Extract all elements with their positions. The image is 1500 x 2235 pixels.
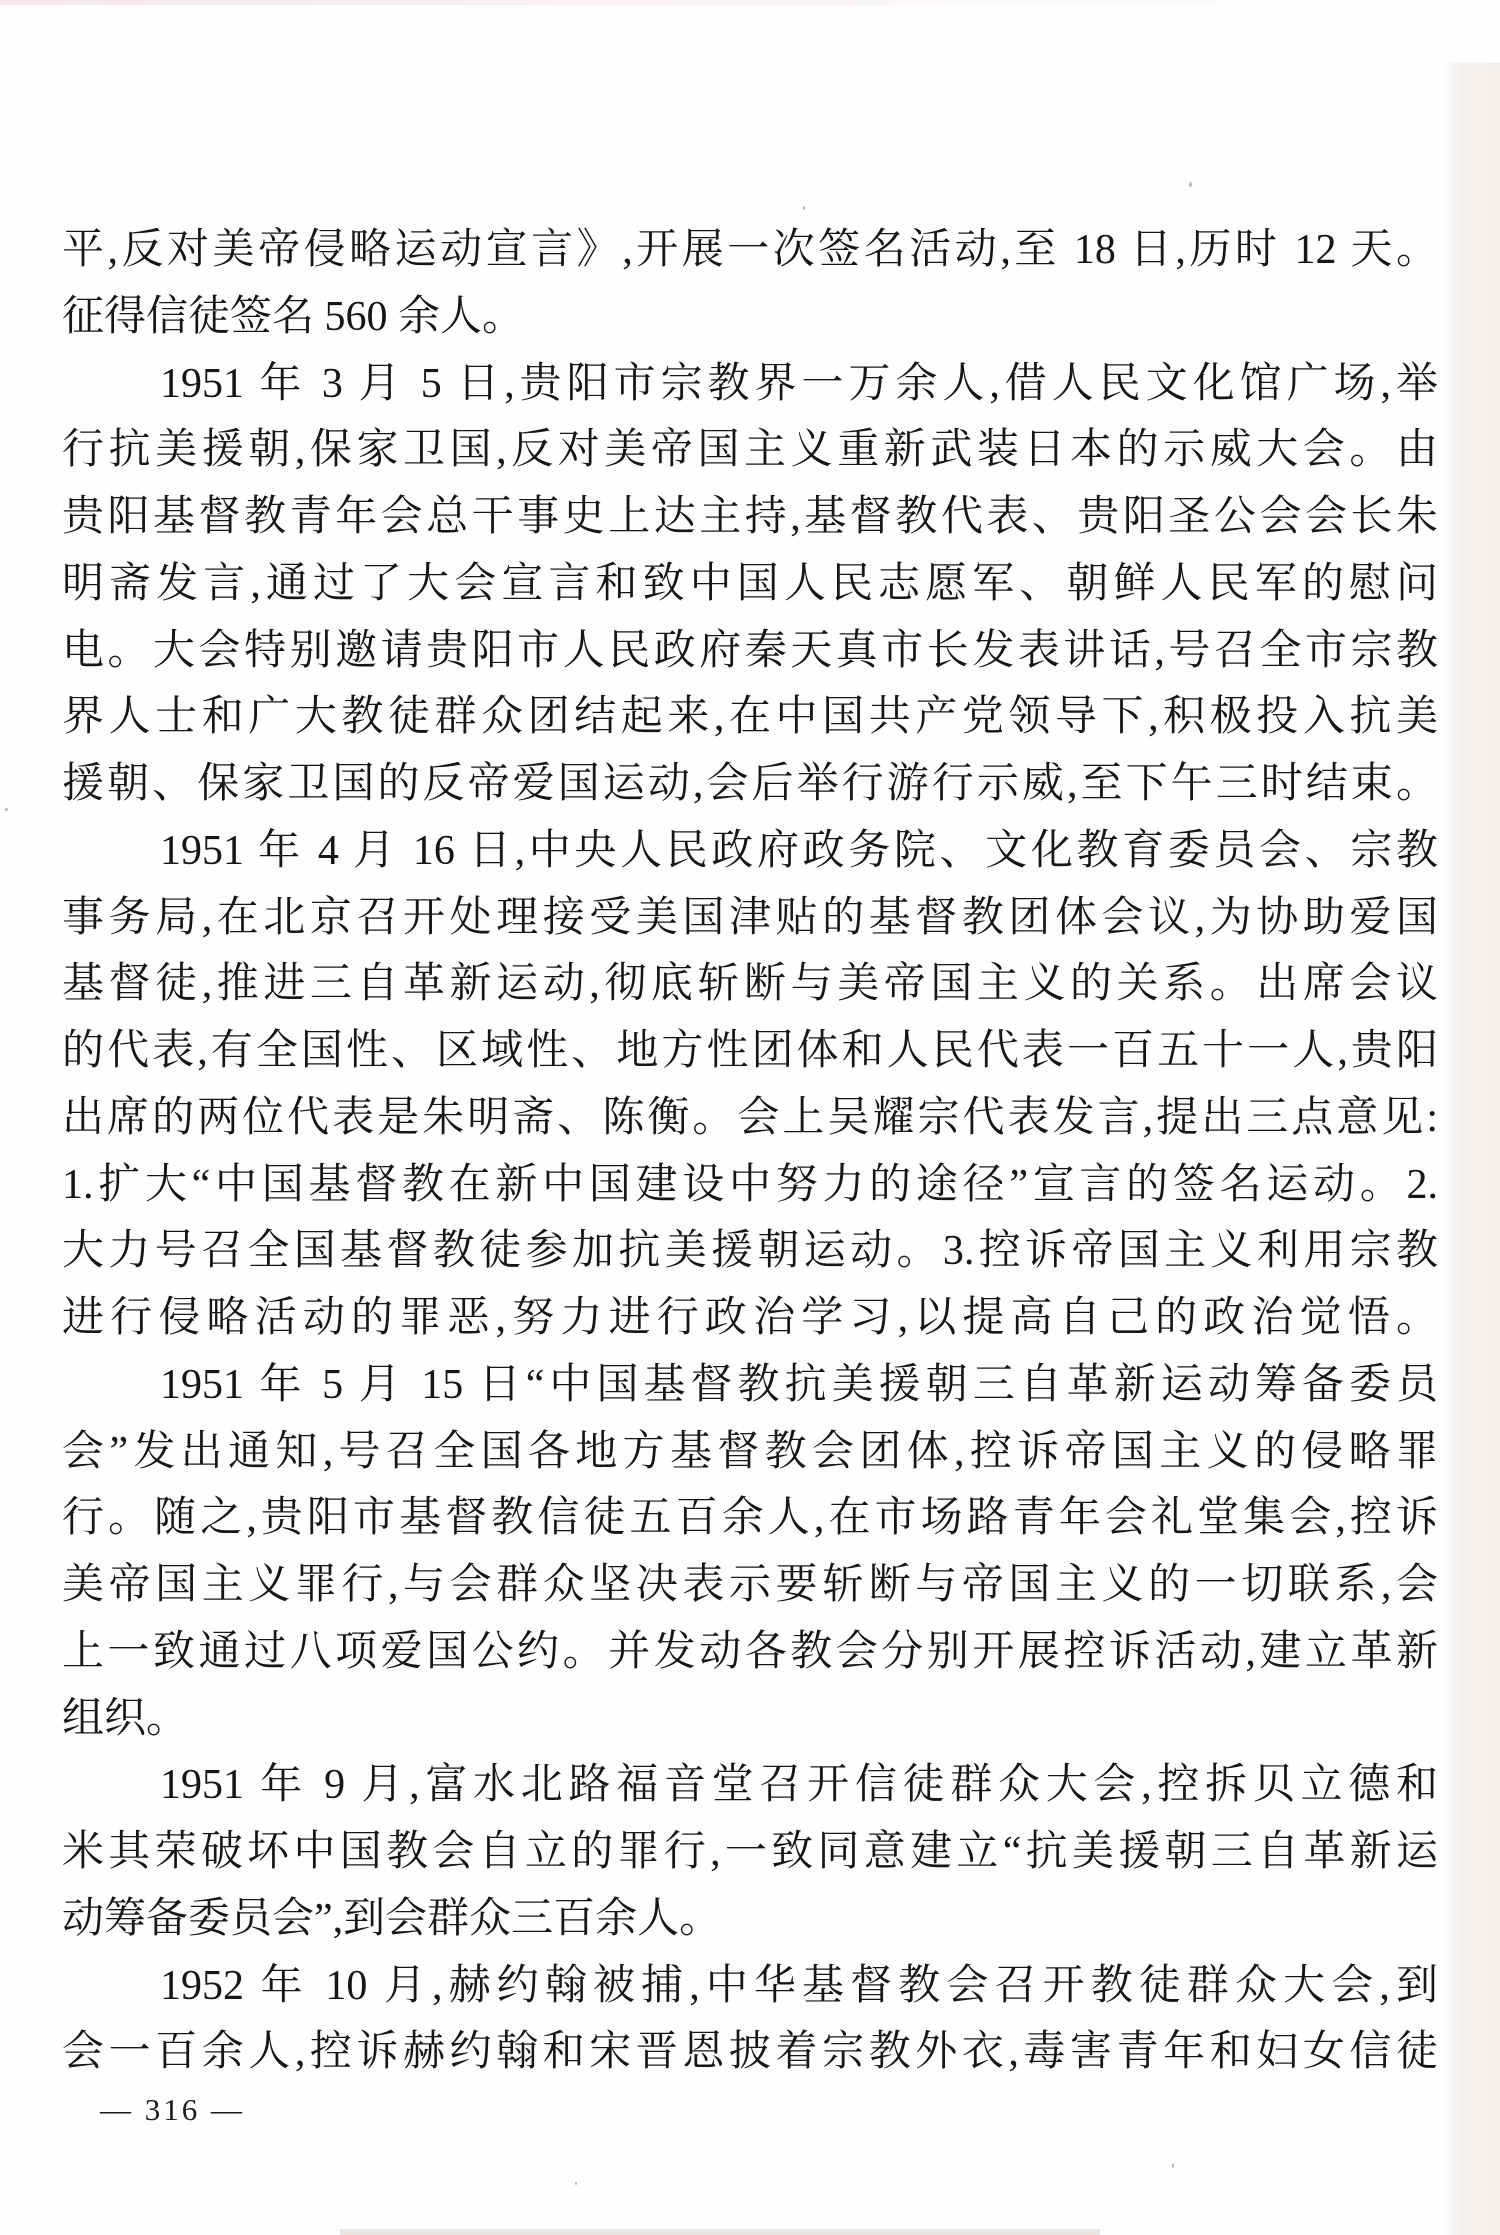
text-line: 米其荣破坏中国教会自立的罪行,一致同意建立“抗美援朝三自革新运 xyxy=(62,1829,1438,1875)
text-line: 1952 年 10 月,赫约翰被捕,中华基督教会召开教徒群众大会,到 xyxy=(160,1962,1438,2009)
text-line: 贵阳基督教青年会总干事史上达主持,基督教代表、贵阳圣公会会长朱 xyxy=(62,494,1438,540)
text-line: 行。随之,贵阳市基督教信徒五百余人,在市场路青年会礼堂集会,控诉 xyxy=(62,1495,1438,1542)
page-right-edge-shade xyxy=(1443,62,1500,2235)
scan-speck xyxy=(5,808,8,811)
text-line: 援朝、保家卫国的反帝爱国运动,会后举行游行示威,至下午三时结束。 xyxy=(62,761,1438,807)
text-line: 大力号召全国基督教徒参加抗美援朝运动。3.控诉帝国主义利用宗教 xyxy=(62,1228,1438,1275)
body-text xyxy=(62,217,1438,2086)
scan-speck xyxy=(1189,182,1192,187)
page-top-edge-shade xyxy=(0,0,1445,5)
text-line: 进行侵略活动的罪恶,努力进行政治学习,以提高自己的政治觉悟。 xyxy=(62,1295,1438,1341)
text-line: 1951 年 3 月 5 日,贵阳市宗教界一万余人,借人民文化馆广场,举 xyxy=(160,360,1438,407)
scan-speck xyxy=(803,206,805,210)
text-line: 电。大会特别邀请贵阳市人民政府秦天真市长发表讲话,号召全市宗教 xyxy=(62,627,1438,674)
text-line: 1951 年 9 月,富水北路福音堂召开信徒群众大会,控拆贝立德和 xyxy=(160,1762,1438,1809)
text-line: 上一致通过八项爱国公约。并发动各教会分别开展控诉活动,建立革新 xyxy=(62,1628,1438,1675)
text-line: 会一百余人,控诉赫约翰和宋晋恩披着宗教外衣,毒害青年和妇女信徒 xyxy=(62,2029,1438,2076)
scan-speck xyxy=(575,2182,577,2185)
text-line: 1.扩大“中国基督教在新中国建设中努力的途径”宣言的签名运动。2. xyxy=(62,1161,1438,1208)
text-line: 出席的两位代表是朱明斋、陈衡。会上吴耀宗代表发言,提出三点意见: xyxy=(62,1094,1438,1141)
text-line: 动筹备委员会”,到会群众三百余人。 xyxy=(62,1895,722,1942)
text-line: 1951 年 4 月 16 日,中央人民政府政务院、文化教育委员会、宗教 xyxy=(160,827,1438,874)
page-number xyxy=(100,2090,245,2130)
text-line: 界人士和广大教徒群众团结起来,在中国共产党领导下,积极投入抗美 xyxy=(62,694,1438,741)
scan-speck xyxy=(1172,2163,1174,2168)
text-line: 平,反对美帝侵略运动宣言》,开展一次签名活动,至 18 日,历时 12 天。 xyxy=(62,227,1438,273)
text-line: 事务局,在北京召开处理接受美国津贴的基督教团体会议,为协助爱国 xyxy=(62,894,1438,941)
text-line: 1951 年 5 月 15 日“中国基督教抗美援朝三自革新运动筹备委员 xyxy=(160,1361,1438,1408)
page-number-text: — 316 — xyxy=(100,2092,245,2127)
text-line: 基督徒,推进三自革新运动,彻底斩断与美帝国主义的关系。出席会议 xyxy=(62,961,1438,1008)
text-line: 征得信徒签名 560 余人。 xyxy=(62,293,525,340)
page-bottom-edge-shade xyxy=(340,2229,1100,2235)
text-line: 美帝国主义罪行,与会群众坚决表示要斩断与帝国主义的一切联系,会 xyxy=(62,1562,1438,1608)
text-line: 的代表,有全国性、区域性、地方性团体和人民代表一百五十一人,贵阳 xyxy=(62,1028,1438,1074)
text-line: 组织。 xyxy=(62,1695,189,1742)
text-line: 行抗美援朝,保家卫国,反对美帝国主义重新武装日本的示威大会。由 xyxy=(62,427,1438,474)
text-line: 明斋发言,通过了大会宣言和致中国人民志愿军、朝鲜人民军的慰问 xyxy=(62,560,1438,607)
text-line: 会”发出通知,号召全国各地方基督教会团体,控诉帝国主义的侵略罪 xyxy=(62,1428,1438,1475)
